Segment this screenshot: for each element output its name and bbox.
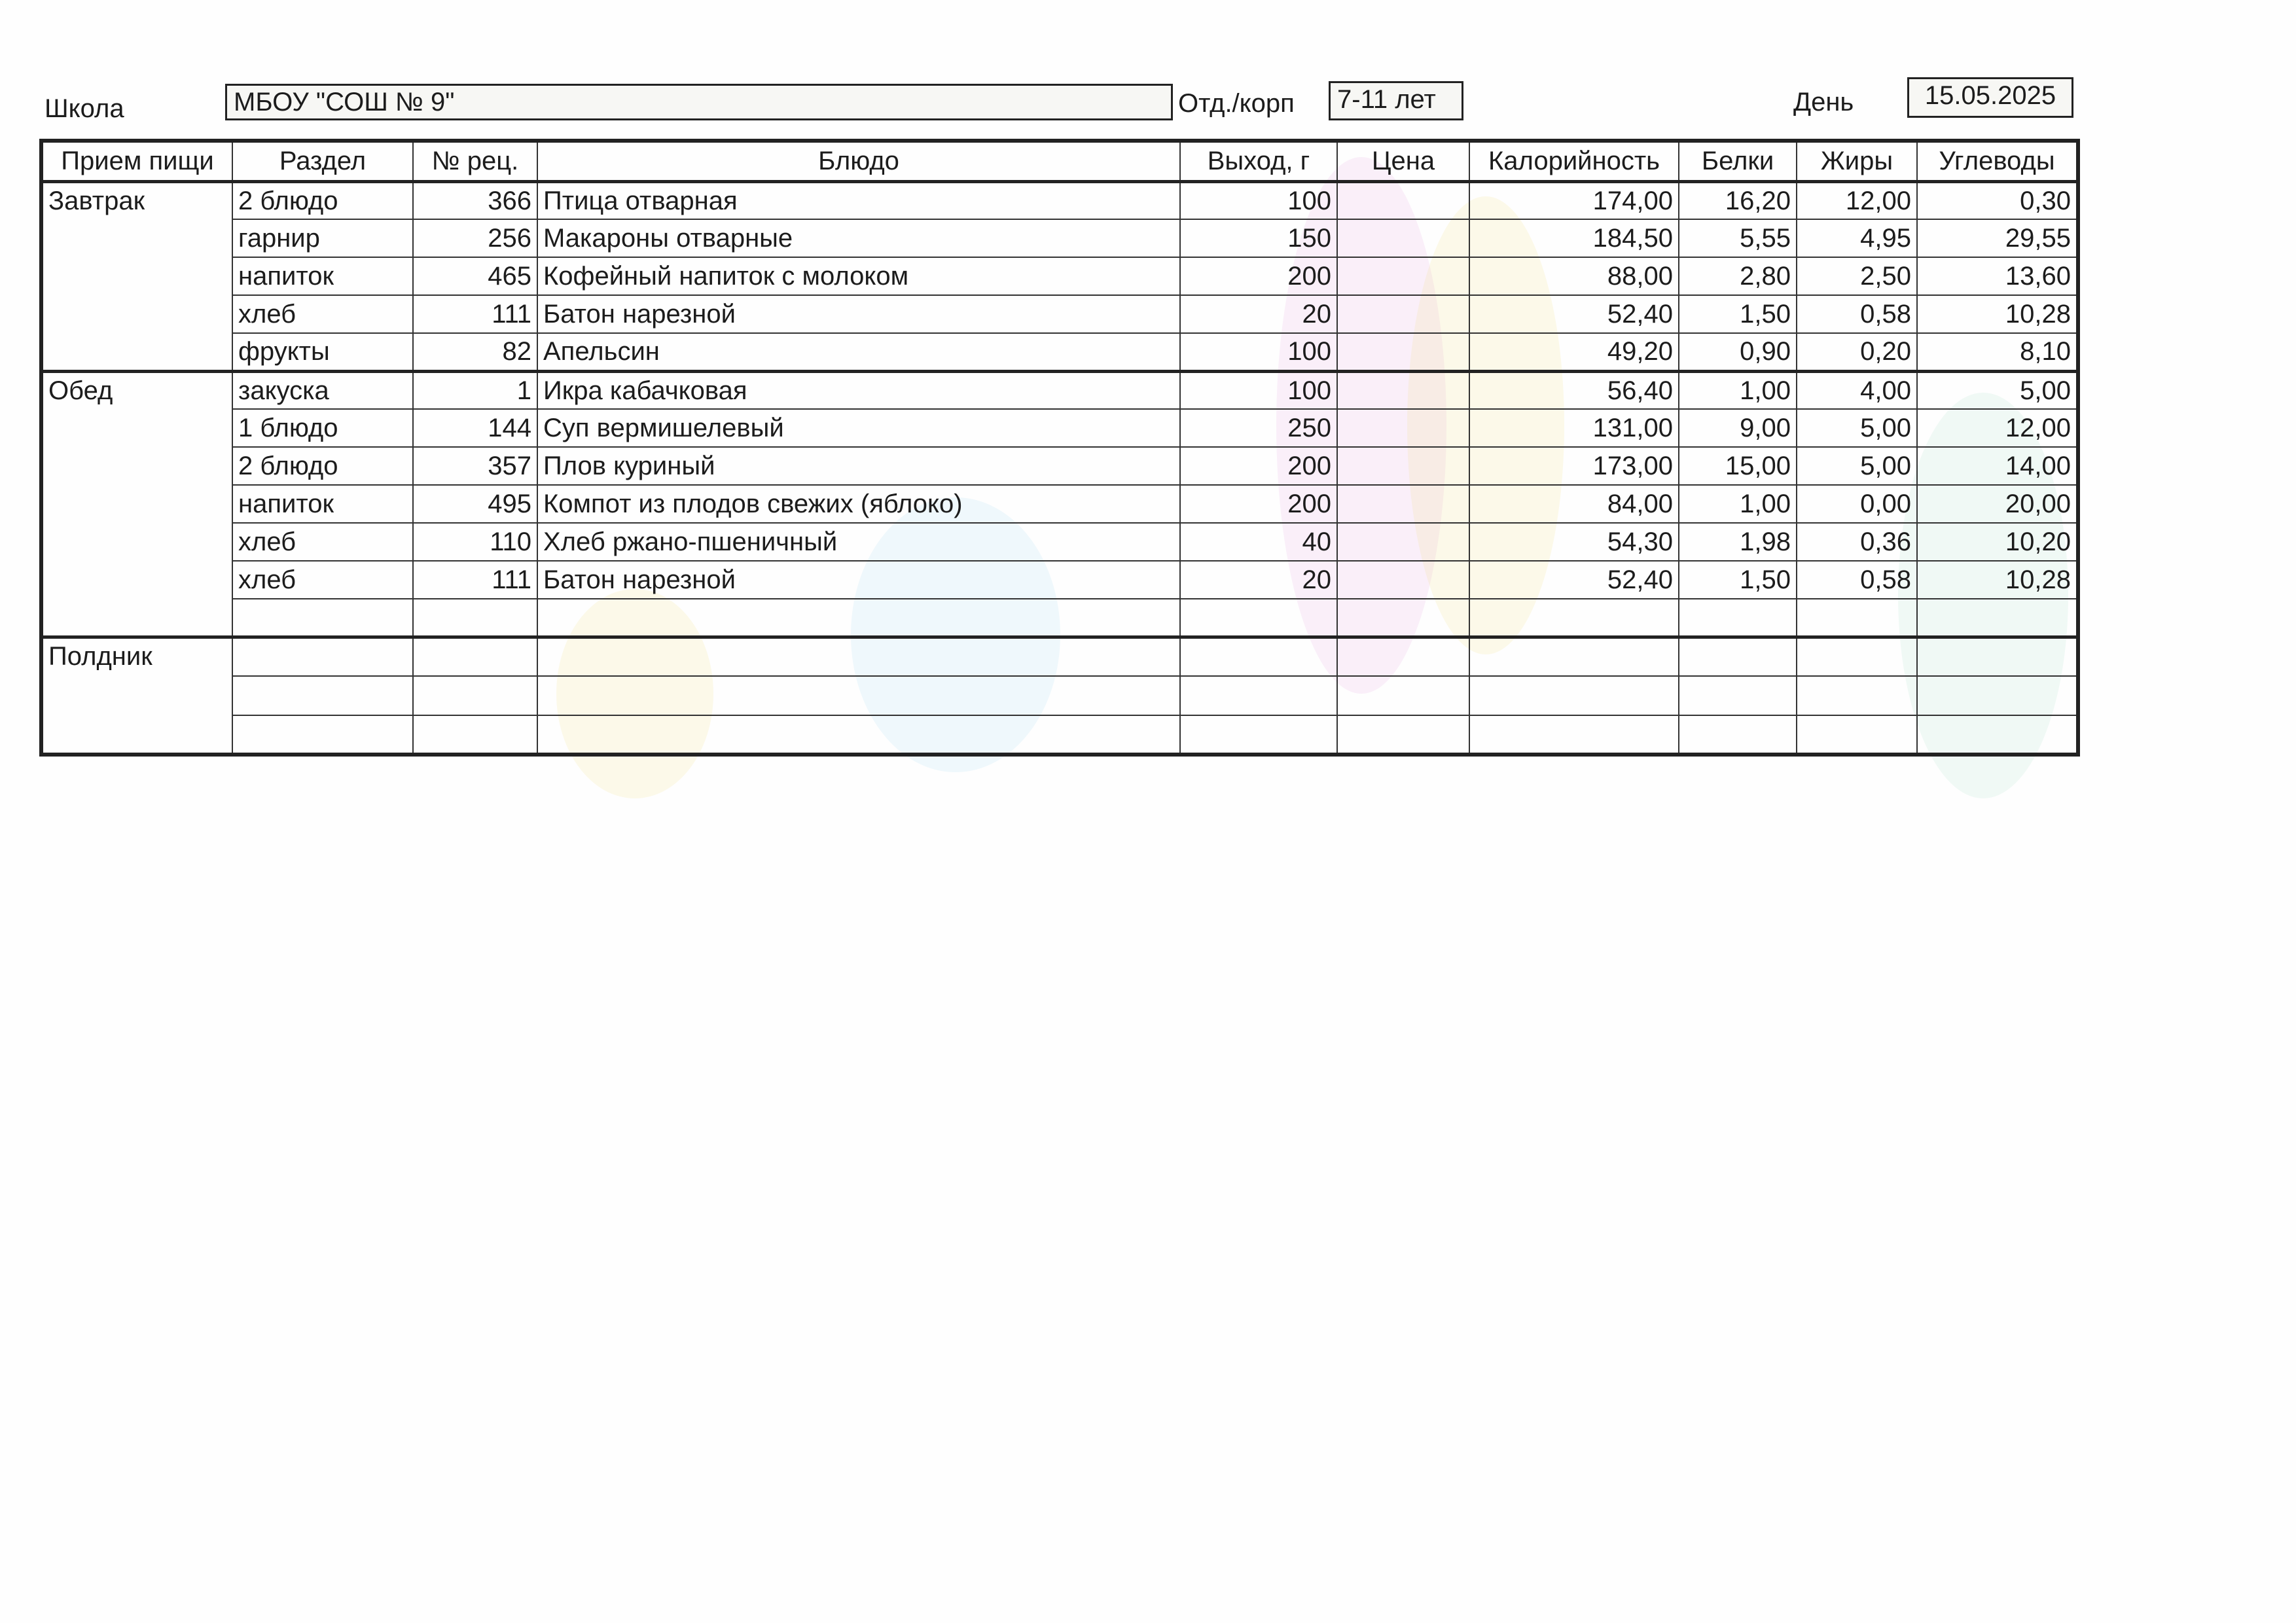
cell-dish: Батон нарезной — [537, 295, 1180, 333]
empty-row — [41, 676, 2078, 715]
cell-calories: 131,00 — [1469, 409, 1679, 447]
cell-protein: 9,00 — [1679, 409, 1797, 447]
empty-cell — [1917, 599, 2078, 637]
empty-cell — [1469, 715, 1679, 755]
meal-group-breakfast — [41, 181, 2078, 371]
cell-calories: 88,00 — [1469, 257, 1679, 295]
empty-cell — [1180, 637, 1337, 676]
col-header-calories: Калорийность — [1469, 141, 1679, 181]
cell-protein: 1,50 — [1679, 295, 1797, 333]
empty-cell — [413, 637, 537, 676]
school-name-field: МБОУ "СОШ № 9" — [225, 84, 1173, 120]
empty-cell — [1180, 599, 1337, 637]
cell-price — [1337, 485, 1469, 523]
cell-dish: Макароны отварные — [537, 219, 1180, 257]
cell-fat: 5,00 — [1797, 409, 1917, 447]
empty-cell — [1337, 676, 1469, 715]
cell-recipe: 82 — [413, 333, 537, 371]
cell-carbs: 0,30 — [1917, 181, 2078, 219]
cell-dish: Апельсин — [537, 333, 1180, 371]
cell-dish: Компот из плодов свежих (яблоко) — [537, 485, 1180, 523]
cell-section: гарнир — [232, 219, 413, 257]
col-header-fat: Жиры — [1797, 141, 1917, 181]
empty-cell — [413, 676, 537, 715]
col-header-yield: Выход, г — [1180, 141, 1337, 181]
table-row — [41, 371, 2078, 409]
empty-cell — [537, 715, 1180, 755]
cell-calories: 184,50 — [1469, 219, 1679, 257]
empty-cell — [1797, 599, 1917, 637]
table-row — [41, 523, 2078, 561]
cell-fat: 4,95 — [1797, 219, 1917, 257]
table-row — [41, 295, 2078, 333]
cell-dish: Хлеб ржано-пшеничный — [537, 523, 1180, 561]
empty-cell — [232, 715, 413, 755]
menu-table — [39, 139, 2080, 757]
cell-section: закуска — [232, 371, 413, 409]
cell-price — [1337, 409, 1469, 447]
cell-protein: 16,20 — [1679, 181, 1797, 219]
cell-yield: 250 — [1180, 409, 1337, 447]
cell-protein: 0,90 — [1679, 333, 1797, 371]
empty-cell — [1469, 637, 1679, 676]
cell-dish: Кофейный напиток с молоком — [537, 257, 1180, 295]
empty-row — [41, 715, 2078, 755]
cell-calories: 84,00 — [1469, 485, 1679, 523]
cell-yield: 200 — [1180, 485, 1337, 523]
empty-cell — [1679, 599, 1797, 637]
cell-section: фрукты — [232, 333, 413, 371]
empty-cell — [1469, 599, 1679, 637]
empty-cell — [1917, 637, 2078, 676]
cell-recipe: 1 — [413, 371, 537, 409]
table-row — [41, 447, 2078, 485]
cell-protein: 15,00 — [1679, 447, 1797, 485]
cell-price — [1337, 371, 1469, 409]
cell-dish: Плов куриный — [537, 447, 1180, 485]
col-header-protein: Белки — [1679, 141, 1797, 181]
cell-section: хлеб — [232, 295, 413, 333]
empty-cell — [1679, 715, 1797, 755]
cell-dish: Батон нарезной — [537, 561, 1180, 599]
cell-recipe: 111 — [413, 561, 537, 599]
cell-yield: 100 — [1180, 333, 1337, 371]
empty-cell — [537, 599, 1180, 637]
table-row — [41, 219, 2078, 257]
cell-fat: 0,58 — [1797, 561, 1917, 599]
cell-fat: 2,50 — [1797, 257, 1917, 295]
cell-price — [1337, 295, 1469, 333]
meal-name: Обед — [41, 371, 232, 637]
empty-cell — [1917, 676, 2078, 715]
empty-cell — [1679, 637, 1797, 676]
cell-dish: Икра кабачковая — [537, 371, 1180, 409]
cell-price — [1337, 561, 1469, 599]
empty-cell — [1337, 637, 1469, 676]
empty-cell — [537, 676, 1180, 715]
cell-price — [1337, 257, 1469, 295]
cell-section: 2 блюдо — [232, 181, 413, 219]
empty-cell — [413, 715, 537, 755]
cell-price — [1337, 523, 1469, 561]
cell-carbs: 10,28 — [1917, 295, 2078, 333]
meal-name: Завтрак — [41, 181, 232, 371]
cell-yield: 20 — [1180, 295, 1337, 333]
empty-cell — [1917, 715, 2078, 755]
cell-yield: 20 — [1180, 561, 1337, 599]
cell-carbs: 10,28 — [1917, 561, 2078, 599]
cell-recipe: 111 — [413, 295, 537, 333]
day-field: 15.05.2025 — [1907, 77, 2073, 118]
cell-price — [1337, 219, 1469, 257]
cell-calories: 52,40 — [1469, 295, 1679, 333]
cell-fat: 0,00 — [1797, 485, 1917, 523]
table-row — [41, 181, 2078, 219]
cell-recipe: 144 — [413, 409, 537, 447]
cell-yield: 40 — [1180, 523, 1337, 561]
col-header-section: Раздел — [232, 141, 413, 181]
cell-section: напиток — [232, 485, 413, 523]
meal-name: Полдник — [41, 637, 232, 755]
cell-calories: 52,40 — [1469, 561, 1679, 599]
cell-yield: 150 — [1180, 219, 1337, 257]
cell-calories: 174,00 — [1469, 181, 1679, 219]
cell-calories: 54,30 — [1469, 523, 1679, 561]
empty-cell — [1797, 637, 1917, 676]
cell-carbs: 5,00 — [1917, 371, 2078, 409]
cell-dish: Птица отварная — [537, 181, 1180, 219]
meal-group-snack — [41, 637, 2078, 755]
cell-recipe: 465 — [413, 257, 537, 295]
cell-recipe: 366 — [413, 181, 537, 219]
cell-protein: 1,50 — [1679, 561, 1797, 599]
empty-cell — [1337, 715, 1469, 755]
cell-carbs: 12,00 — [1917, 409, 2078, 447]
cell-carbs: 29,55 — [1917, 219, 2078, 257]
cell-fat: 4,00 — [1797, 371, 1917, 409]
school-label: Школа — [45, 94, 124, 123]
table-row — [41, 409, 2078, 447]
cell-calories: 173,00 — [1469, 447, 1679, 485]
empty-cell — [1797, 676, 1917, 715]
empty-cell — [1469, 676, 1679, 715]
empty-cell — [1180, 676, 1337, 715]
cell-price — [1337, 181, 1469, 219]
cell-yield: 200 — [1180, 257, 1337, 295]
department-label: Отд./корп — [1178, 89, 1295, 118]
empty-row — [41, 637, 2078, 676]
cell-recipe: 256 — [413, 219, 537, 257]
cell-recipe: 110 — [413, 523, 537, 561]
table-row — [41, 257, 2078, 295]
empty-cell — [232, 637, 413, 676]
cell-recipe: 357 — [413, 447, 537, 485]
cell-carbs: 14,00 — [1917, 447, 2078, 485]
empty-cell — [1679, 676, 1797, 715]
col-header-dish: Блюдо — [537, 141, 1180, 181]
cell-fat: 0,20 — [1797, 333, 1917, 371]
table-row — [41, 333, 2078, 371]
empty-cell — [232, 676, 413, 715]
empty-cell — [413, 599, 537, 637]
cell-calories: 49,20 — [1469, 333, 1679, 371]
cell-carbs: 20,00 — [1917, 485, 2078, 523]
cell-fat: 0,36 — [1797, 523, 1917, 561]
cell-protein: 1,00 — [1679, 371, 1797, 409]
cell-yield: 200 — [1180, 447, 1337, 485]
table-header-row — [41, 141, 2078, 181]
cell-dish: Суп вермишелевый — [537, 409, 1180, 447]
day-label: День — [1793, 88, 1854, 116]
cell-protein: 2,80 — [1679, 257, 1797, 295]
cell-section: 2 блюдо — [232, 447, 413, 485]
cell-calories: 56,40 — [1469, 371, 1679, 409]
cell-fat: 12,00 — [1797, 181, 1917, 219]
empty-cell — [232, 599, 413, 637]
cell-fat: 5,00 — [1797, 447, 1917, 485]
cell-protein: 1,98 — [1679, 523, 1797, 561]
cell-price — [1337, 447, 1469, 485]
col-header-recipe: № рец. — [413, 141, 537, 181]
cell-price — [1337, 333, 1469, 371]
empty-cell — [1180, 715, 1337, 755]
empty-cell — [537, 637, 1180, 676]
cell-yield: 100 — [1180, 371, 1337, 409]
cell-section: напиток — [232, 257, 413, 295]
cell-carbs: 13,60 — [1917, 257, 2078, 295]
cell-section: 1 блюдо — [232, 409, 413, 447]
empty-cell — [1337, 599, 1469, 637]
cell-recipe: 495 — [413, 485, 537, 523]
cell-protein: 1,00 — [1679, 485, 1797, 523]
col-header-meal: Прием пищи — [41, 141, 232, 181]
cell-fat: 0,58 — [1797, 295, 1917, 333]
cell-carbs: 10,20 — [1917, 523, 2078, 561]
col-header-price: Цена — [1337, 141, 1469, 181]
cell-carbs: 8,10 — [1917, 333, 2078, 371]
table-row — [41, 561, 2078, 599]
cell-section: хлеб — [232, 561, 413, 599]
table-row — [41, 485, 2078, 523]
cell-section: хлеб — [232, 523, 413, 561]
empty-cell — [1797, 715, 1917, 755]
cell-protein: 5,55 — [1679, 219, 1797, 257]
cell-yield: 100 — [1180, 181, 1337, 219]
col-header-carbs: Углеводы — [1917, 141, 2078, 181]
empty-row — [41, 599, 2078, 637]
department-field: 7-11 лет — [1329, 81, 1463, 120]
meal-group-lunch — [41, 371, 2078, 637]
